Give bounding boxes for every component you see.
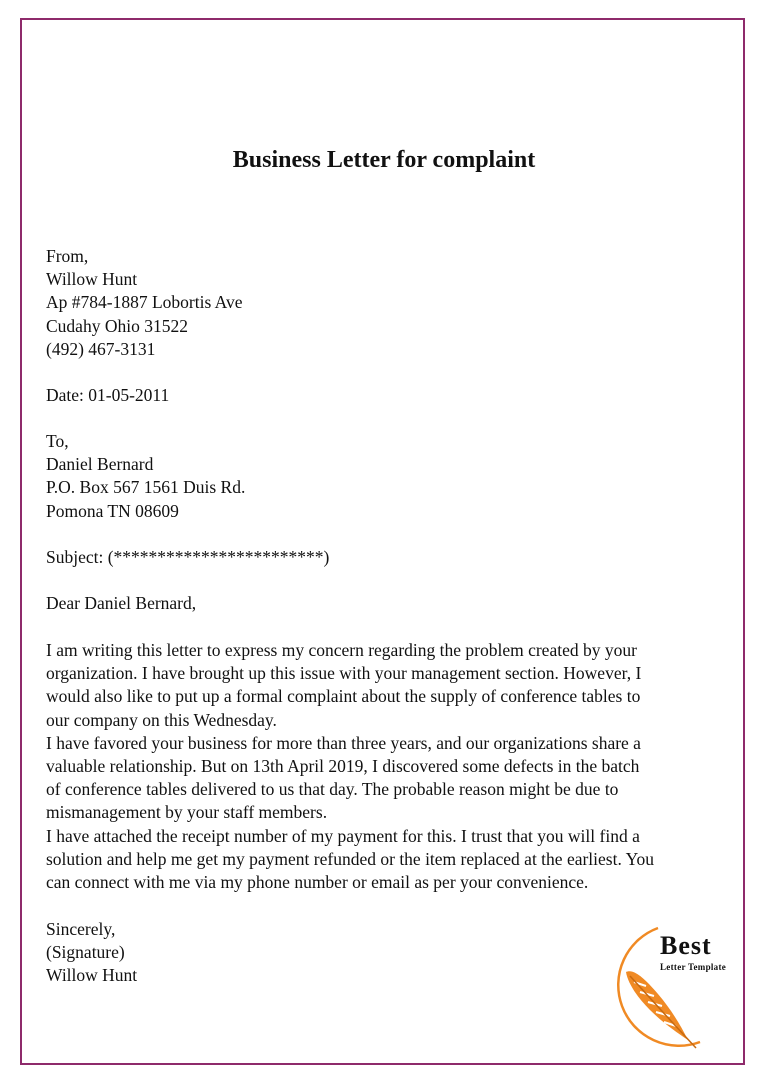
body-line: I have attached the receipt number of my payment for this. I trust that you will find a: [46, 825, 640, 846]
from-label: From,: [46, 246, 89, 266]
logo-subtitle: Letter Template: [660, 962, 727, 972]
recipient-address-line-1: P.O. Box 567 1561 Duis Rd.: [46, 477, 246, 498]
date-block: [46, 384, 726, 407]
recipient-name: Daniel Bernard: [46, 454, 154, 475]
body-line: would also like to put up a formal complaint about the supply of conference tables to: [46, 686, 641, 707]
body-line: I have favored your business for more than three years, and our organizations share a: [46, 732, 641, 753]
recipient-address-line-2: Pomona TN 08609: [46, 500, 179, 521]
body-line: valuable relationship. But on 13th April 2019, I discovered some defects in the batch: [46, 756, 640, 777]
recipient-address-block: [46, 430, 726, 523]
sender-address-line-1: Ap #784-1887 Lobortis Ave: [46, 292, 243, 313]
body-line: our company on this Wednesday.: [46, 709, 277, 730]
closing: Sincerely,: [46, 919, 116, 939]
signature-placeholder: (Signature): [46, 942, 125, 963]
to-label: To,: [46, 431, 69, 451]
sender-name: Willow Hunt: [46, 269, 138, 290]
body-line: organization. I have brought up this issue with your management section. However, I: [46, 663, 642, 684]
signer-name: Willow Hunt: [46, 965, 138, 986]
body-line: I am writing this letter to express my concern regarding the problem created by your: [46, 640, 637, 660]
page-border: [20, 18, 745, 1065]
best-letter-template-logo: [598, 924, 748, 1056]
sender-phone: (492) 467-3131: [46, 338, 156, 359]
letter-body: [46, 639, 726, 894]
letter-title: Business Letter for complaint: [232, 147, 536, 173]
body-line: of conference tables delivered to us that day. The probable reason might be due to: [46, 779, 619, 800]
subject-line: Subject: (************************): [46, 547, 330, 567]
sender-address-line-2: Cudahy Ohio 31522: [46, 315, 188, 336]
sender-address-block: [46, 245, 726, 361]
salutation: Dear Daniel Bernard,: [46, 593, 197, 613]
letter-date: Date: 01-05-2011: [46, 385, 170, 405]
salutation-block: [46, 592, 726, 615]
logo-wordmark: Best: [660, 931, 712, 960]
body-line: mismanagement by your staff members.: [46, 802, 328, 823]
body-line: solution and help me get my payment refunded or the item replaced at the earliest. You: [46, 848, 654, 869]
subject-block: [46, 546, 726, 569]
body-line: can connect with me via my phone number or email as per your convenience.: [46, 872, 589, 893]
